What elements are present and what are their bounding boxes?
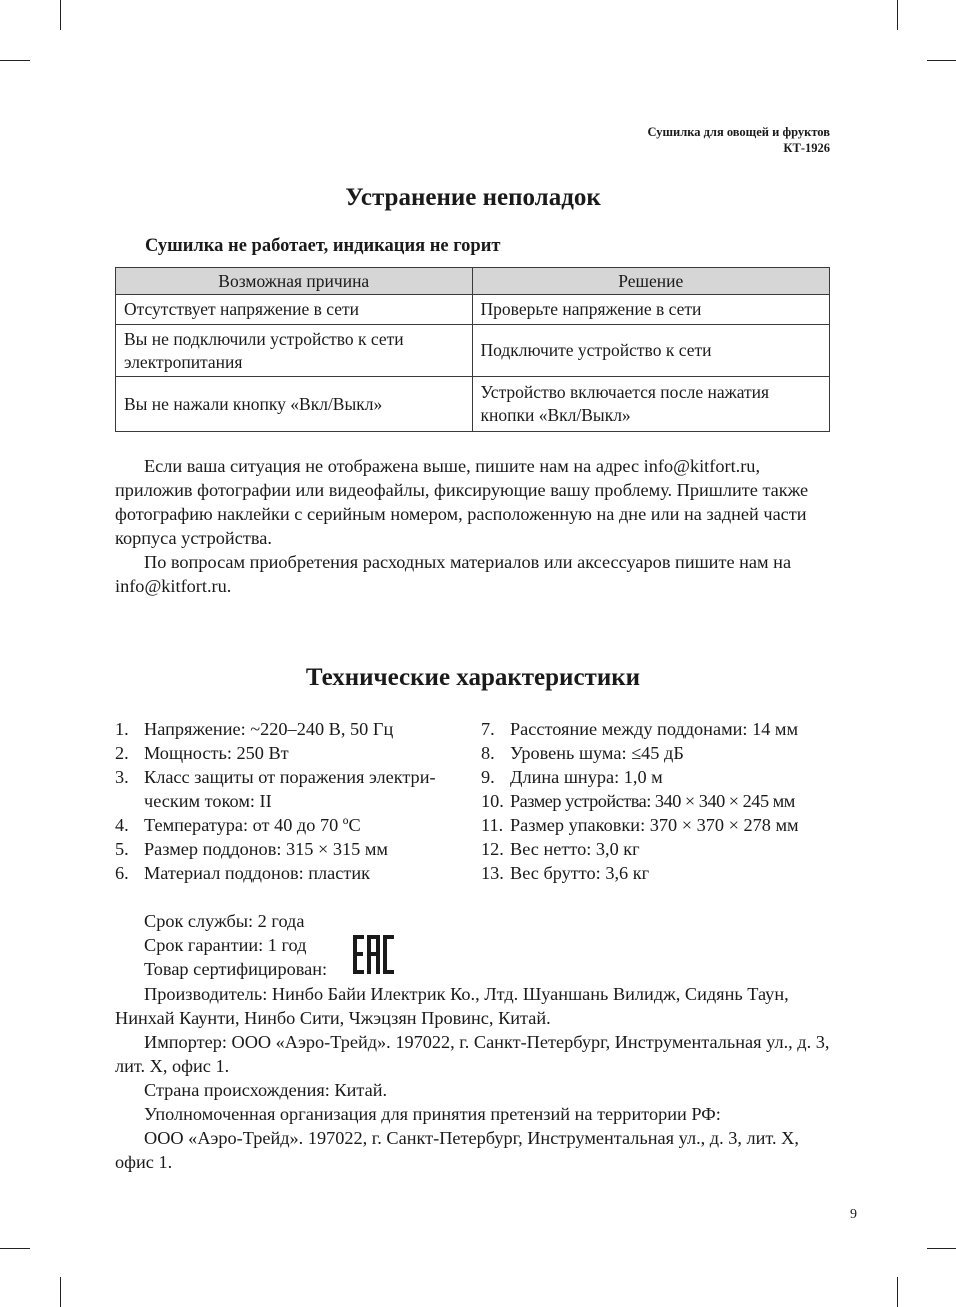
column-header: Решение xyxy=(472,268,829,295)
contact-paragraph: Если ваша ситуация не отображена выше, пишите нам на адрес info@kitfort.ru, приложив фотографии или видеофайлы, фиксирующие вашу проблему. Пришлите также фотографию наклейки с серийным номером, расположенную на дне или на задней части корпуса устройства. xyxy=(115,456,809,548)
spec-item: 5. Размер поддонов: 315 × 315 мм xyxy=(115,839,388,859)
table-cell-solution: Подключите устройство к сети xyxy=(472,325,829,377)
service-life: Срок службы: 2 года xyxy=(144,911,305,931)
page-number: 9 xyxy=(850,1207,857,1222)
crop-mark xyxy=(897,1277,898,1307)
warranty: Срок гарантии: 1 год xyxy=(144,935,307,955)
spec-item: 11. Размер упаковки: 370 × 370 × 278 мм xyxy=(481,815,799,835)
crop-mark xyxy=(0,1248,30,1249)
crop-mark xyxy=(927,60,956,61)
certified: Товар сертифицирован: xyxy=(144,959,328,979)
spec-item: 9. Длина шнура: 1,0 м xyxy=(481,767,663,787)
crop-mark xyxy=(927,1248,956,1249)
spec-item: 1. Напряжение: ~220–240 В, 50 Гц xyxy=(115,719,394,739)
accessories-paragraph: По вопросам приобретения расходных материалов или аксессуаров пишите нам на info@kitfort.ru. xyxy=(115,552,792,596)
spec-item: 3. Класс защиты от поражения электри-ческим током: II xyxy=(115,767,436,811)
claims-organization: Уполномоченная организация для принятия претензий на территории РФ: xyxy=(144,1104,721,1124)
spec-item: 2. Мощность: 250 Вт xyxy=(115,743,289,763)
spec-item: 10. Размер устройства: 340 × 340 × 245 мм xyxy=(481,791,795,811)
claims-address: ООО «Аэро-Трейд». 197022, г. Санкт-Петербург, Инструментальная ул., д. 3, лит. Х, офис 1. xyxy=(115,1128,799,1172)
column-header: Возможная причина xyxy=(116,268,473,295)
crop-mark xyxy=(897,0,898,30)
running-header xyxy=(647,124,830,156)
header-model: КТ-1926 xyxy=(783,141,830,155)
table-cell-solution: Устройство включается после нажатия кнопки «Вкл/Выкл» xyxy=(472,377,829,432)
eac-mark xyxy=(352,935,394,974)
troubleshooting-table xyxy=(115,267,830,432)
table-row xyxy=(116,377,830,432)
header-product: Сушилка для овощей и фруктов xyxy=(647,125,830,139)
table-header-row xyxy=(116,268,830,295)
crop-mark xyxy=(60,0,61,30)
spec-item: 13. Вес брутто: 3,6 кг xyxy=(481,863,650,883)
spec-item: 8. Уровень шума: ≤45 дБ xyxy=(481,743,684,763)
table-cell-cause: Вы не подключили устройство к сети электропитания xyxy=(116,325,473,377)
crop-mark xyxy=(60,1277,61,1307)
country-of-origin: Страна происхождения: Китай. xyxy=(144,1080,388,1100)
spec-item: 6. Материал поддонов: пластик xyxy=(115,863,371,883)
troubleshooting-subtitle: Сушилка не работает, индикация не горит xyxy=(145,236,501,256)
spec-item: 7. Расстояние между поддонами: 14 мм xyxy=(481,719,799,739)
table-cell-cause: Отсутствует напряжение в сети xyxy=(116,295,473,325)
table-cell-cause: Вы не нажали кнопку «Вкл/Выкл» xyxy=(116,377,473,432)
spec-item: 12. Вес нетто: 3,0 кг xyxy=(481,839,640,859)
table-row xyxy=(116,325,830,377)
crop-mark xyxy=(0,60,30,61)
troubleshooting-title: Устранение неполадок xyxy=(345,184,601,211)
specs-list-right xyxy=(481,717,841,885)
table-row xyxy=(116,295,830,325)
manufacturer: Производитель: Нинбо Байи Илектрик Ко., Лтд. Шуаншань Вилидж, Сидянь Таун, Нинхай Каунти, Нинбо Сити, Чжэцзян Провинс, Китай. xyxy=(115,984,789,1028)
specs-list-left xyxy=(115,717,465,885)
specs-title: Технические характеристики xyxy=(305,664,641,691)
importer: Импортер: ООО «Аэро-Трейд». 197022, г. Санкт-Петербург, Инструментальная ул., д. 3, лит. Х, офис 1. xyxy=(115,1032,830,1076)
spec-item: 4. Температура: от 40 до 70 ºС xyxy=(115,815,361,835)
table-cell-solution: Проверьте напряжение в сети xyxy=(472,295,829,325)
